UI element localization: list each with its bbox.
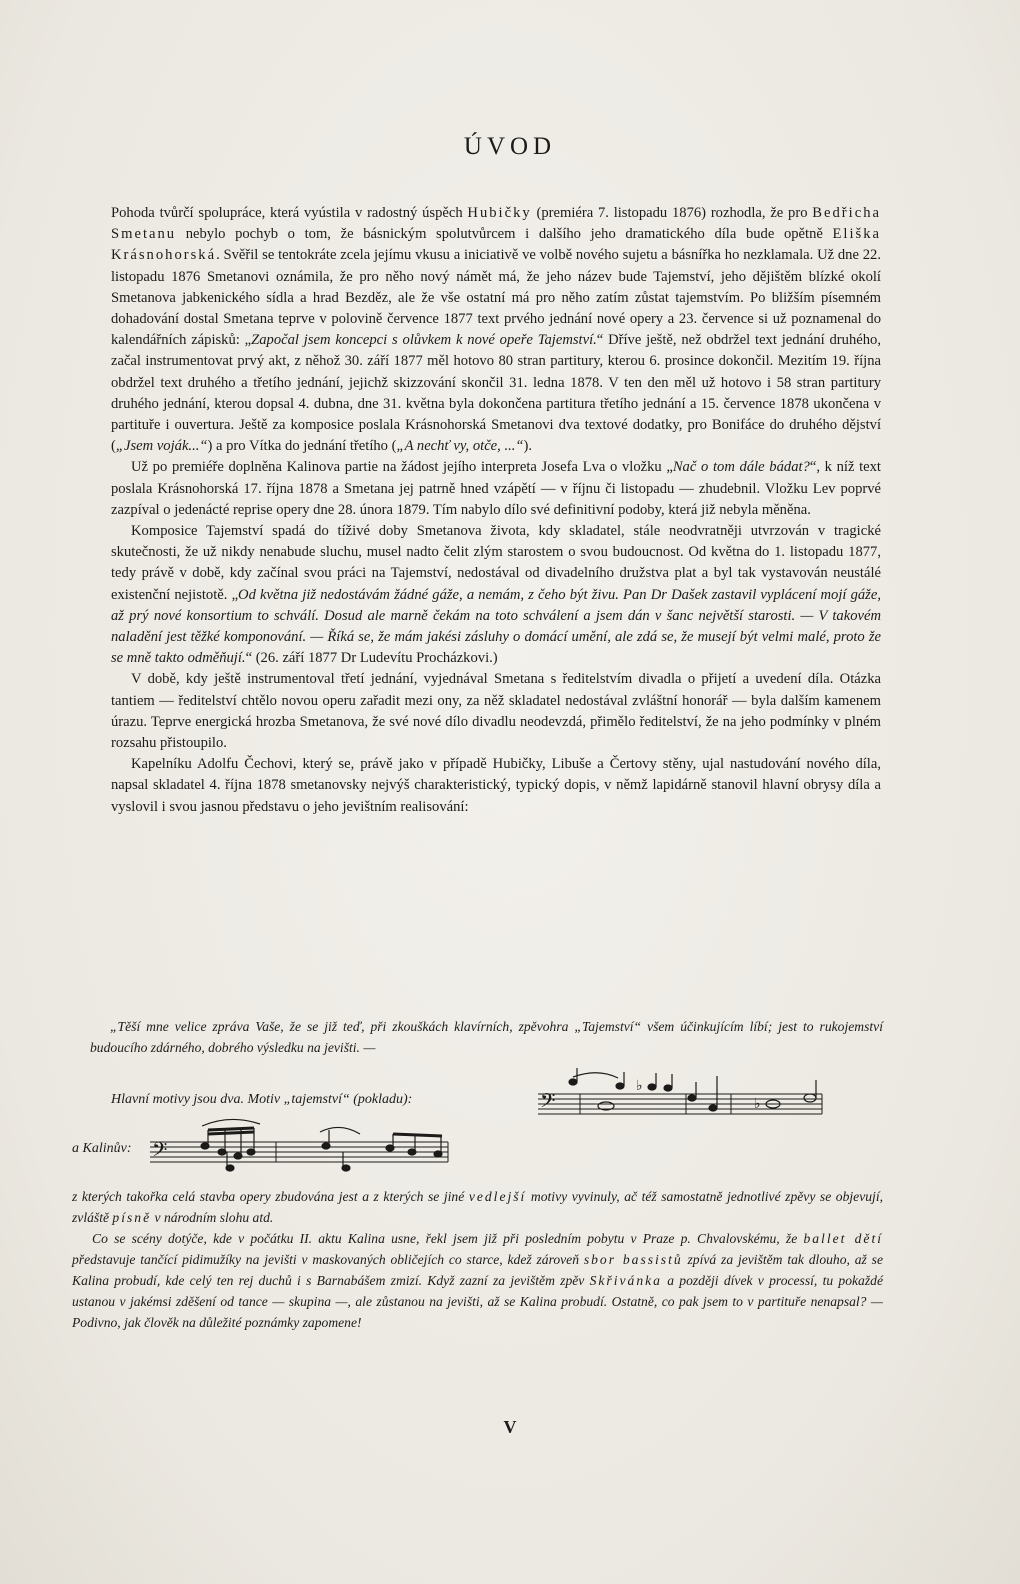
paragraph xyxy=(111,203,881,457)
text-run: a později dívek v processí, tu pokaždé ustanou v jakémsi zděšení od tance — skupina —, ale zůstanou na jevišti, až se Kalina probudí. Ostatně, co pak jsem to v partituře nenapsal? — Podivno, jak člověk na důležité poznámky zapomene! xyxy=(72,1273,883,1330)
spaced-name: ballet dětí xyxy=(803,1231,883,1246)
text-run: v národním slohu atd. xyxy=(151,1210,274,1225)
spaced-name: Hubičky xyxy=(467,205,532,221)
spaced-name: vedlejší xyxy=(468,1189,527,1204)
text-run: . Svěřil se tentokráte zcela jejímu vkusu a iniciativě ve volbě nového sujetu a básnířka ho nezklamala. Už dne 22. listopadu 1876 Smetanovi oznámila, že pro něho nový námět má, že jeho název bude Tajemství, jeho dějištěm blízké okolí Smetanova jabkenického sídla a hrad Bezděz, ale že vše ostatní má pro něho zatím zůstat tajemstvím. Po bližším písemném dohadování dostal Smetana teprve v polovině července 1877 text prvého jednání nové opery a 23. července si už poznamenal do kalendářních zápisků: „ xyxy=(111,247,881,349)
paragraph xyxy=(111,521,881,669)
treble-motif-music-notation xyxy=(528,1068,824,1120)
page-title: ÚVOD xyxy=(463,133,557,160)
text-run: nebylo pochyb o tom, že básnickým spolutvůrcem i dalšího jeho dramatického díla bude opětně xyxy=(176,226,833,243)
svg-text:♭: ♭ xyxy=(754,1097,761,1112)
paragraph xyxy=(111,754,881,818)
spaced-name: Bedřicha Smetanu xyxy=(111,205,881,243)
text-run: “ Dříve ještě, než obdržel text jednání druhého, začal instrumentovat prvý akt, z něhož 30. září 1877 měl hotovo 80 stran partitury, kterou 6. prosince dokončil. Mezitím 19. října obdržel text druhého a třetího jednání, jejichž skizzování skončil 31. ledna 1878. V ten den měl už hotovo i 58 stran partitury druhého jednání, kterou dopsal 4. dubna, dne 31. května byla dokončena partitura třetího jednání a 15. července 1878 ukončena v partituře i ouvertura. Ještě za komposice poslala Krásnohorská Smetanovi dva textové dodatky, pro Bonifáce do druhého dějství ( xyxy=(111,332,881,455)
spaced-name: písně xyxy=(112,1210,152,1225)
kalina-motif-music-notation xyxy=(150,1112,450,1172)
motif-kalina-label: a Kalinův: xyxy=(72,1141,132,1156)
page-number: V xyxy=(503,1417,517,1437)
text-run: Pohoda tvůrčí spolupráce, která vyústila v radostný úspěch xyxy=(111,205,468,221)
text-run: “ (26. září 1877 Dr Ludevítu Procházkovi.) xyxy=(245,650,498,667)
text-run: “, k níž text poslala Krásnohorská 17. října 1878 a Smetana jej patrně hned vzápětí — v říjnu či listopadu — zhudebnil. Vložku Lev poprvé zazpíval o jedenácté reprise opery dne 28. února 1879. Tím nabylo dílo své definitivní podoby, která již nebyla měněna. xyxy=(111,459,881,518)
svg-text:𝄢: 𝄢 xyxy=(152,1138,168,1166)
quote-text: „A nechť vy, otče, ...“ xyxy=(396,438,524,455)
text-run: (premiéra 7. listopadu 1876) rozhodla, že pro xyxy=(531,205,813,221)
text-run: Už po premiéře doplněna Kalinova partie na žádost jejího interpreta Josefa Lva o vložku „ xyxy=(131,459,673,476)
text-run: zpívá za jevištěm tak dlouho, až se Kalina probudí, kde celý ten rej duchů i s Barnabášem zmizí. Když zazní za jevištěm zpěv xyxy=(72,1252,883,1288)
paragraph xyxy=(111,669,881,754)
text-run: motivy vyvinuly, ač též samostatně jednotlivé zpěvy se objevují, zvláště xyxy=(72,1189,883,1225)
text-run: představuje tančící pidimužíky na jevišti v maskovaných obličejích co starce, kdež zároveň xyxy=(72,1252,584,1267)
letter-continuation xyxy=(72,1186,883,1333)
svg-text:♭: ♭ xyxy=(636,1079,643,1094)
text-run: V době, kdy ještě instrumentoval třetí jednání, vyjednával Smetana s ředitelstvím divadla o přijetí a uvedení díla. Otázka tantiem — ředitelství chtělo novou operu zařadit mezi ony, za něž skladatel nedostával zvláštní honorář — byla dalším kamenem úrazu. Teprve energická hrozba Smetanova, že své nové dílo divadlu neodevzdá, přimělo ředitelství, že na jeho podmínky v plném rozsahu přistoupilo. xyxy=(111,671,881,752)
letter-quote xyxy=(90,1017,883,1059)
spaced-name: Skřivánka xyxy=(589,1273,662,1288)
paragraph xyxy=(72,1228,883,1333)
quote-text: Nač o tom dále bádat? xyxy=(672,459,810,476)
text-run: Kapelníku Adolfu Čechovi, který se, právě jako v případě Hubičky, Libuše a Čertovy stěny, ujal nastudování nového díla, napsal skladatel 4. října 1878 smetanovsky nejvýš charakteristický, typický dopis, v němž lapidárně stanovil hlavní obrysy díla a vyslovil i svou jasnou představu o jeho jevištním realisování: xyxy=(111,756,881,815)
text-run: z kterých takořka celá stavba opery zbudována jest a z kterých se jiné xyxy=(72,1189,469,1204)
paragraph xyxy=(111,457,881,521)
main-text xyxy=(111,203,881,818)
spaced-name: Eliška Krásnohorská xyxy=(111,226,881,264)
spaced-name: sbor bassistů xyxy=(583,1252,683,1267)
paragraph xyxy=(72,1186,883,1228)
text-run: Komposice Tajemství spadá do tíživé doby Smetanova života, kdy skladatel, stále neodvratněji utvrzován v tragické skutečnosti, že už nikdy nenabude sluchu, musel nadto čelit zlým starostem o svou budoucnost. Od května do 1. listopadu 1877, tedy právě v době, kdy začínal svou práci na Tajemství, nedostával od divadelního družstva plat a byl tak vystavován neustálé existenční nejistotě. „ xyxy=(111,523,881,603)
text-run: ). xyxy=(523,438,533,455)
quote-text: Započal jsem koncepci s olůvkem k nové opeře Tajemství. xyxy=(251,332,597,349)
svg-text:𝄢: 𝄢 xyxy=(540,1089,556,1117)
motif-tajemstvi-label: Hlavní motivy jsou dva. Motiv „tajemství“ (pokladu): xyxy=(111,1092,413,1107)
quote-text: „Jsem voják...“ xyxy=(115,438,208,455)
text-run: ) a pro Vítka do jednání třetího ( xyxy=(207,438,397,455)
text-run: Co se scény dotýče, kde v počátku II. aktu Kalina usne, řekl jsem již při posledním pobytu v Praze p. Chvalovskému, že xyxy=(92,1231,804,1246)
quote-text: Od května již nedostávám žádné gáže, a nemám, z čeho být živu. Pan Dr Dašek zastavil vyplácení mojí gáže, až prý nové konsortium to schválí. Dosud ale marně čekám na toto schválení a jsem dán v šanc největší starosti. — V takovém naladění jest těžké komponování. — Říká se, že mám jakési zásluhy o domácí umění, ale zdá se, že musejí být velmi malé, proto že se mně takto odměňují. xyxy=(111,586,881,667)
letter-intro: „Těší mne velice zpráva Vaše, že se již teď, při zkouškách klavírních, zpěvohra „Tajemství“ všem účinkujícím líbí; jest to rukojemství budoucího zdárného, dobrého výsledku na jevišti. — xyxy=(90,1019,883,1055)
